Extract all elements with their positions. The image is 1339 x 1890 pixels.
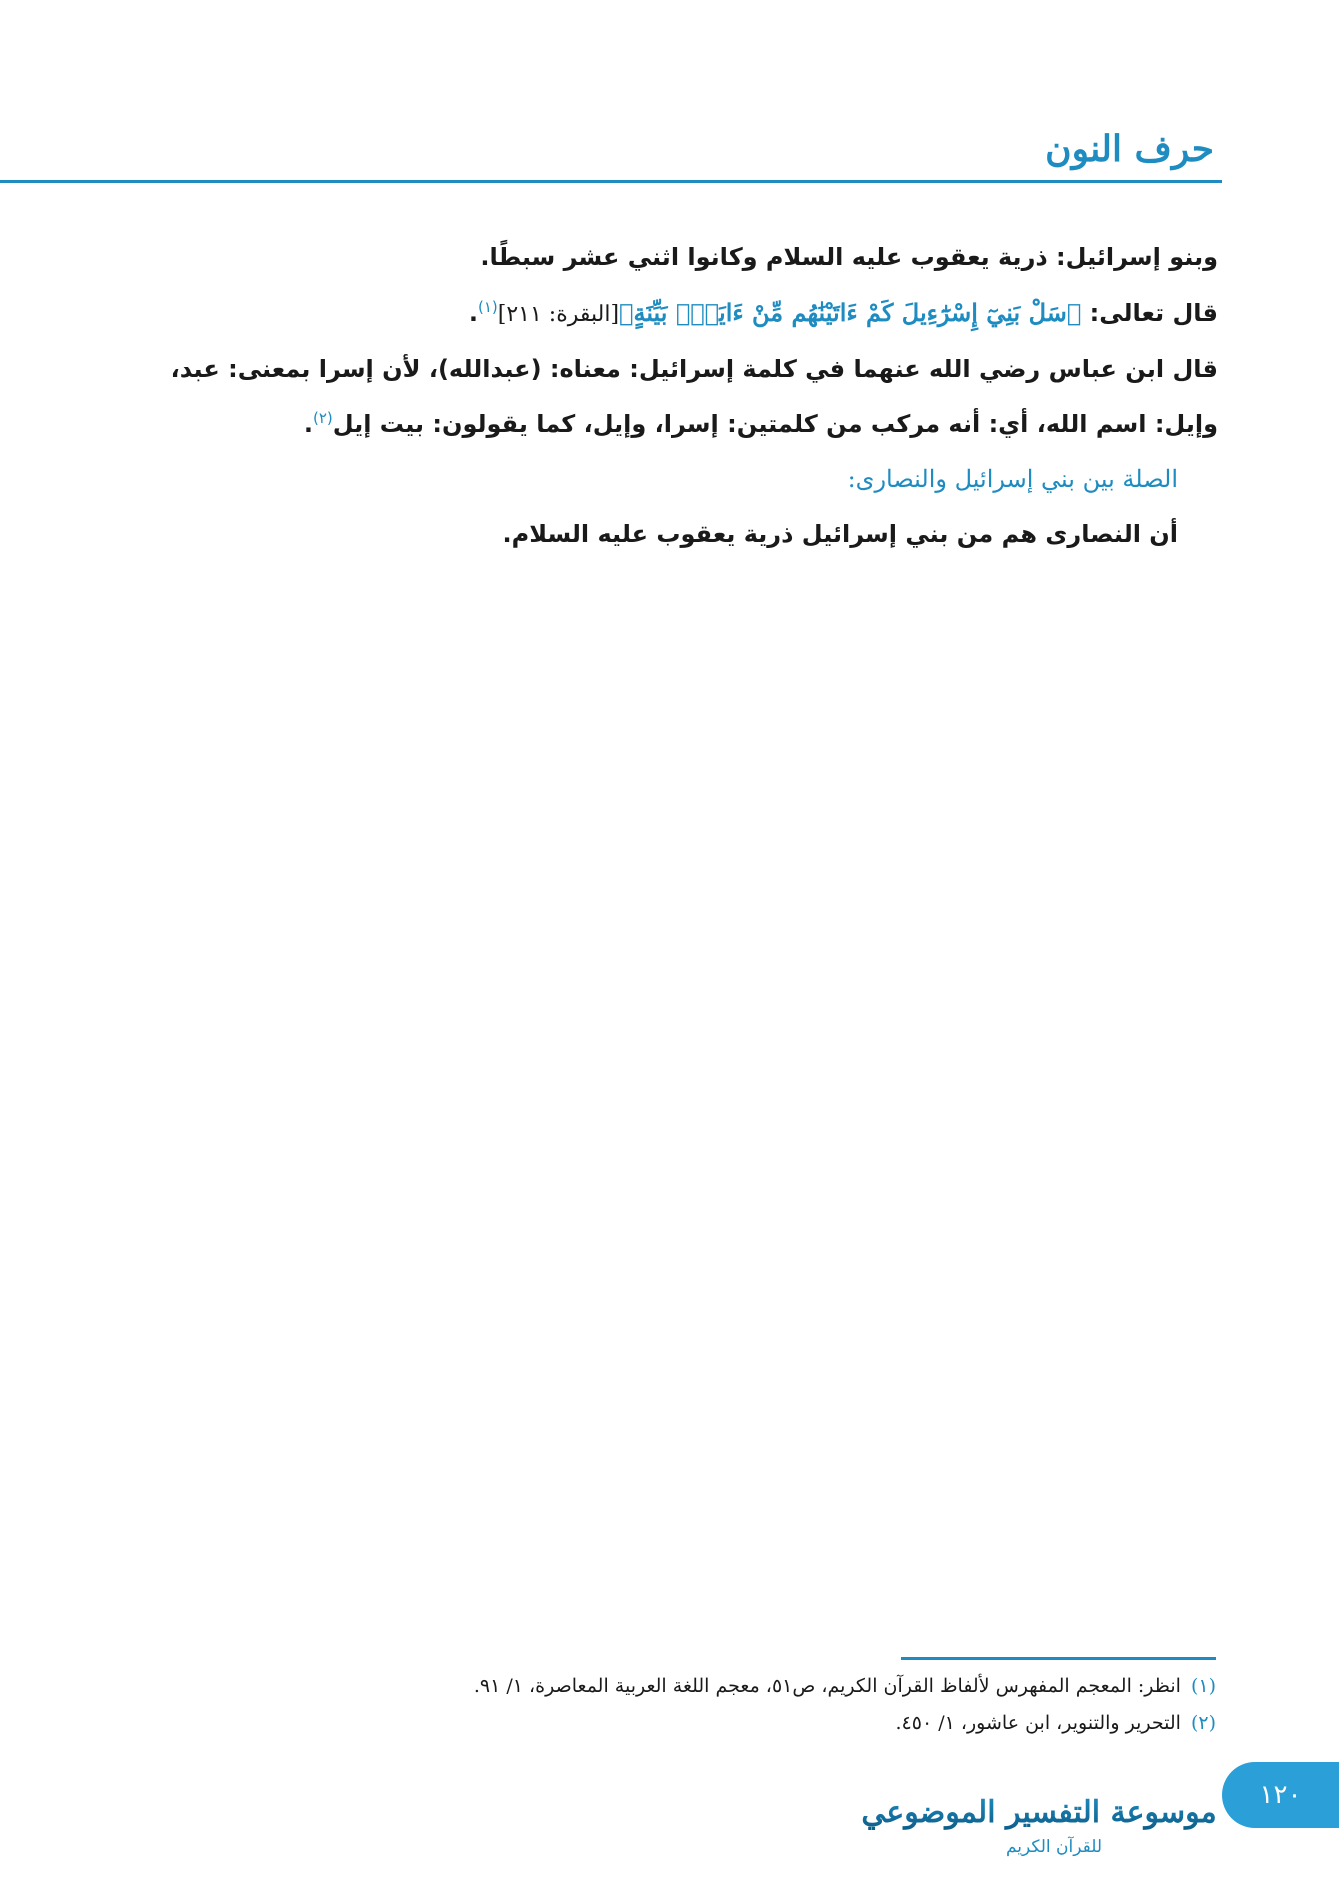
footnote-text: التحرير والتنوير، ابن عاشور، ١/ ٤٥٠. <box>895 1712 1181 1734</box>
footnote-item <box>186 1668 1216 1705</box>
text-line-1: وبنو إسرائيل: ذرية يعقوب عليه السلام وكانوا اثني عشر سبطًا. <box>480 243 1218 271</box>
footnote-divider <box>901 1657 1216 1660</box>
line-end: . <box>303 410 313 438</box>
paragraph-line <box>188 230 1218 285</box>
footnote-item <box>186 1705 1216 1742</box>
paragraph-line <box>170 342 1218 397</box>
footnote-number: (٢) <box>1190 1712 1216 1734</box>
verse-reference: [البقرة: ٢١١] <box>497 302 620 327</box>
main-text <box>170 230 1218 562</box>
page-number-badge <box>1222 1762 1339 1828</box>
verse-intro: قال تعالى: <box>1081 299 1218 327</box>
footnote-marker-1[interactable]: (١) <box>477 298 498 316</box>
subheading-text: الصلة بين بني إسرائيل والنصارى: <box>847 465 1178 493</box>
paragraph-line <box>188 285 1218 342</box>
encyclopedia-logo <box>861 1778 1217 1863</box>
logo-calligraphy-icon <box>861 1778 1217 1863</box>
text-line-4: وإيل: اسم الله، أي: أنه مركب من كلمتين: إسرا، وإيل، كما يقولون: بيت إيل <box>332 410 1218 438</box>
section-subheading <box>188 452 1218 507</box>
page-number: ١٢٠ <box>1259 1780 1302 1810</box>
footnote-marker-2[interactable]: (٢) <box>313 409 333 427</box>
line-end: . <box>468 299 478 327</box>
chapter-title: حرف النون <box>1045 128 1214 170</box>
text-line-6: أن النصارى هم من بني إسرائيل ذرية يعقوب عليه السلام. <box>502 520 1178 548</box>
paragraph-line <box>188 397 1218 452</box>
footnote-text: انظر: المعجم المفهرس لألفاظ القرآن الكريم، ص٥١، معجم اللغة العربية المعاصرة، ١/ ٩١. <box>473 1675 1181 1697</box>
footnote-number: (١) <box>1190 1675 1216 1697</box>
header-divider <box>0 180 1222 183</box>
quran-verse: ﴿سَلْ بَنِيٓ إِسْرَٰٓءِيلَ كَمْ ءَاتَيْنَٰهُم مِّنْ ءَايَةٍۭ بَيِّنَةٍ﴾ <box>619 298 1082 327</box>
text-line-3: قال ابن عباس رضي الله عنهما في كلمة إسرائيل: معناه: (عبدالله)، لأن إسرا بمعنى: عبد، <box>170 355 1218 383</box>
logo-subtitle: للقرآن الكريم <box>1005 1837 1103 1857</box>
logo-title: موسوعة التفسير الموضوعي <box>861 1795 1217 1830</box>
footnotes <box>186 1668 1216 1742</box>
paragraph-line <box>188 507 1218 562</box>
